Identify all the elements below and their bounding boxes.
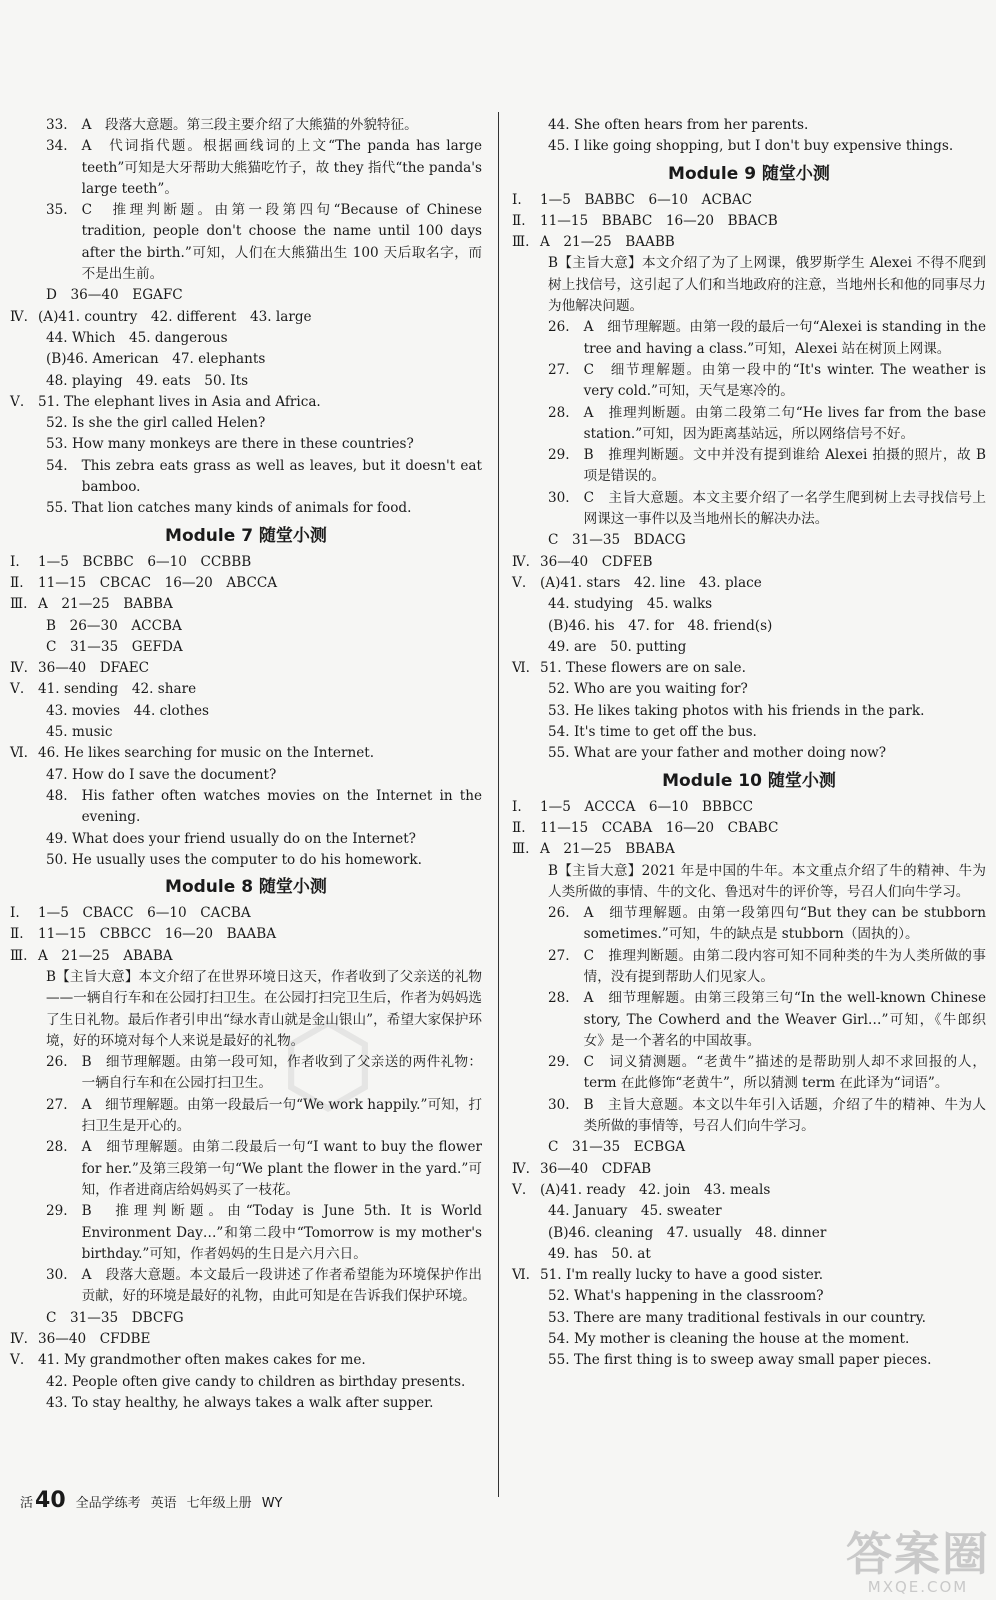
answer-text: A 代词指代题。根据画线词的上文“The panda has large teeth”可知是大牙帮助大熊猫吃竹子，故 they 指代“the panda's large teeth”。 — [81, 138, 482, 197]
subsection-line: B 26—30 ACCBA — [46, 617, 182, 634]
answer-text: B 细节理解题。由第一段可知，作者收到了父亲送的两件礼物：一辆自行车和在公园打扫卫生。 — [81, 1054, 482, 1092]
answer-item — [10, 786, 482, 829]
section-line — [512, 818, 986, 839]
answer-text: 11—15 CBBCC 16—20 BAABA — [38, 926, 277, 943]
section-numeral: Ⅳ. — [10, 308, 28, 325]
item-number: 28. — [548, 990, 570, 1007]
answer-item — [10, 1052, 482, 1095]
section-numeral: Ⅴ. — [10, 393, 25, 410]
answer-item — [512, 946, 986, 989]
answer-line: 45. music — [46, 724, 113, 741]
answer-text: A 细节理解题。由第一段最后一句“We work happily.”可知，打扫卫生是开心的。 — [81, 1096, 482, 1135]
answer-line: 44. She often hears from her parents. — [548, 117, 809, 133]
section-line — [512, 1159, 986, 1180]
section-line — [10, 307, 482, 328]
subsection-line: C 31—35 DBCFG — [46, 1309, 184, 1326]
answer-text: 11—15 CCABA 16—20 CBABC — [540, 819, 779, 836]
answer-text: B 主旨大意题。本文以牛年引入话题，介绍了牛的精神、牛为人类所做的事情等，号召人们向牛学习。 — [583, 1096, 986, 1135]
answer-text: C 推理判断题。由第一段第四句“Because of Chinese tradition, people don't choose the name until 100 days after the birth.”可知，人们在大熊猫出生 100 天后取名字，而不是出生前。 — [81, 202, 482, 283]
section-line — [512, 211, 986, 232]
item-number: 35. — [46, 202, 68, 219]
subject: 英语 — [150, 1496, 177, 1511]
right-column — [512, 115, 986, 1372]
item-number: 28. — [548, 404, 570, 421]
book-name: 全品学练考 — [75, 1496, 141, 1511]
answer-text: A 细节理解题。由第二段最后一句“I want to buy the flower for her.”及第三段第一句“We plant the flower in the yard.”可知，作者进商店给妈妈买了一枝花。 — [81, 1139, 482, 1198]
answer-item — [512, 317, 986, 360]
answer-item — [512, 1052, 986, 1095]
item-number: 27. — [548, 947, 570, 964]
answer-line: 52. Is she the girl called Helen? — [46, 415, 266, 432]
answer-text: (A)41. ready 42. join 43. meals — [540, 1181, 771, 1198]
module-heading: Module 7 随堂小测 — [165, 525, 327, 546]
answer-item — [512, 1095, 986, 1138]
section-numeral: Ⅲ. — [512, 234, 530, 251]
section-numeral: Ⅰ. — [10, 553, 20, 570]
section-numeral: Ⅵ. — [10, 745, 28, 762]
watermark-title: 答案圈 — [846, 1527, 990, 1581]
item-number: 29. — [548, 447, 570, 464]
answer-line: 43. movies 44. clothes — [46, 702, 209, 719]
answer-text: B 推理判断题。文中并没有提到谁给 Alexei 拍摄的照片，故 B 项是错误的。 — [583, 447, 986, 485]
section-line — [10, 946, 482, 967]
answer-line: 52. What's happening in the classroom? — [548, 1288, 824, 1305]
answer-line: 44. studying 45. walks — [548, 596, 713, 613]
answer-text: This zebra eats grass as well as leaves, but it doesn't eat bamboo. — [81, 457, 482, 496]
section-numeral: Ⅳ. — [512, 553, 530, 570]
module-heading: Module 10 随堂小测 — [662, 770, 836, 791]
section-numeral: Ⅲ. — [10, 947, 28, 964]
subsection-line: C 31—35 BDACG — [548, 532, 686, 549]
answer-line: 49. has 50. at — [548, 1245, 651, 1262]
answer-text: 1—5 CBACC 6—10 CACBA — [38, 905, 251, 922]
answer-line: 53. How many monkeys are there in these countries? — [46, 436, 414, 453]
answer-line: 43. To stay healthy, he always takes a walk after supper. — [46, 1394, 434, 1411]
answer-text: 36—40 CFDBE — [38, 1331, 151, 1348]
answer-item — [10, 115, 482, 136]
summary-paragraph: B【主旨大意】2021 年是中国的牛年。本文重点介绍了牛的精神、牛为人类所做的事情、牛的文化、鲁迅对牛的评价等，号召人们向牛学习。 — [548, 862, 986, 900]
subsection-line: C 31—35 ECBGA — [548, 1139, 686, 1156]
section-numeral: Ⅲ. — [10, 596, 28, 613]
answer-line: (B)46. his 47. for 48. friend(s) — [548, 617, 773, 634]
answer-text: A 细节理解题。由第三段第三句“In the well-known Chinese story, The Cowherd and the Weaver Girl…”可知，《牛郎织女》是一个著名的中国故事。 — [583, 990, 986, 1049]
answer-text: 1—5 BCBBC 6—10 CCBBB — [38, 553, 252, 570]
item-number: 30. — [548, 489, 570, 506]
item-number: 29. — [46, 1203, 68, 1220]
answer-text: C 推理判断题。由第二段内容可知不同种类的牛为人类所做的事情，没有提到帮助人们见家人。 — [583, 947, 986, 985]
item-number: 34. — [46, 138, 68, 155]
left-column — [10, 115, 482, 1414]
page-footer — [20, 1488, 282, 1513]
item-number: 29. — [548, 1054, 570, 1071]
answer-line: 49. are 50. putting — [548, 638, 687, 655]
answer-line: 53. There are many traditional festivals in our country. — [548, 1309, 926, 1326]
section-numeral: Ⅴ. — [512, 1181, 527, 1198]
section-line — [10, 573, 482, 594]
section-line — [512, 1265, 986, 1286]
item-number: 26. — [46, 1054, 68, 1071]
section-line — [10, 594, 482, 615]
answer-item — [10, 456, 482, 499]
answer-item — [512, 488, 986, 531]
section-numeral: Ⅴ. — [10, 681, 25, 698]
answer-text: 36—40 DFAEC — [38, 660, 150, 677]
section-numeral: Ⅴ. — [10, 1352, 25, 1369]
answer-text: (A)41. stars 42. line 43. place — [540, 574, 762, 591]
module-heading: Module 8 随堂小测 — [165, 877, 327, 898]
section-numeral: Ⅵ. — [512, 1267, 530, 1284]
answer-line: 44. January 45. sweater — [548, 1203, 722, 1220]
answer-text: 51. The elephant lives in Asia and Africa. — [38, 393, 321, 410]
answer-item — [10, 1201, 482, 1265]
answer-text: A 21—25 BABBA — [38, 596, 173, 613]
section-line — [512, 573, 986, 594]
answer-text: (A)41. country 42. different 43. large — [38, 308, 312, 325]
answer-text: C 细节理解题。由第一段中的“It's winter. The weather is very cold.”可知，天气是寒冷的。 — [583, 361, 986, 400]
answer-text: 36—40 CDFAB — [540, 1160, 652, 1177]
item-number: 28. — [46, 1139, 68, 1156]
answer-line: 47. How do I save the document? — [46, 766, 277, 783]
module-heading: Module 9 随堂小测 — [668, 163, 830, 184]
answer-line: 52. Who are you waiting for? — [548, 681, 748, 698]
section-line — [512, 190, 986, 211]
section-line — [512, 232, 986, 253]
section-numeral: Ⅲ. — [512, 841, 530, 858]
watermark-url: MXQE.COM — [867, 1578, 969, 1596]
answer-text: C 词义猜测题。“老黄牛”描述的是帮助别人却不求回报的人，term 在此修饰“老黄牛”，所以猜测 term 在此译为“词语”。 — [583, 1054, 986, 1092]
answer-item — [10, 1095, 482, 1138]
section-numeral: Ⅳ. — [10, 660, 28, 677]
section-line — [512, 1180, 986, 1201]
page-number: 活40 — [20, 1488, 66, 1513]
answer-text: 11—15 BBABC 16—20 BBACB — [540, 212, 778, 229]
section-numeral: Ⅴ. — [512, 574, 527, 591]
summary-paragraph: B【主旨大意】本文介绍了在世界环境日这天，作者收到了父亲送的礼物——一辆自行车和在公园打扫卫生。在公园打扫完卫生后，作者为妈妈选了生日礼物。最后作者引申出“绿水青山就是金山银山”，希望大家保护环境，好的环境对每个人来说是最好的礼物。 — [46, 968, 482, 1049]
section-line — [512, 797, 986, 818]
subsection-line: D 36—40 EGAFC — [46, 287, 183, 304]
item-number: 30. — [46, 1267, 68, 1284]
subsection-line: C 31—35 GEFDA — [46, 638, 183, 655]
answer-line: 45. I like going shopping, but I don't buy expensive things. — [548, 138, 954, 155]
answer-item — [512, 360, 986, 403]
answer-item — [10, 200, 482, 285]
answer-line: 50. He usually uses the computer to do his homework. — [46, 851, 422, 868]
answer-text: 1—5 BABBC 6—10 ACBAC — [540, 191, 753, 208]
answer-line: 55. The first thing is to sweep away small paper pieces. — [548, 1352, 932, 1369]
answer-line: 53. He likes taking photos with his friends in the park. — [548, 702, 925, 719]
answer-text: A 细节理解题。由第一段的最后一句“Alexei is standing in the tree and having a class.”可知，Alexei 站在树顶上网课。 — [583, 319, 986, 357]
answer-text: 1—5 ACCCA 6—10 BBBCC — [540, 798, 754, 815]
answer-text: A 21—25 BBABA — [540, 841, 675, 858]
answer-text: A 段落大意题。本文最后一段讲述了作者希望能为环境保护作出贡献，好的环境是最好的礼物，由此可知是在告诉我们保护环境。 — [81, 1267, 482, 1305]
answer-text: 41. sending 42. share — [38, 681, 197, 698]
answer-line: 55. What are your father and mother doing now? — [548, 745, 887, 762]
answer-item — [512, 445, 986, 488]
section-line — [10, 743, 482, 764]
section-line — [10, 552, 482, 573]
answer-line: 44. Which 45. dangerous — [46, 329, 228, 346]
item-number: 27. — [46, 1096, 68, 1113]
answer-line: (B)46. American 47. elephants — [46, 351, 266, 368]
answer-text: 41. My grandmother often makes cakes for me. — [38, 1352, 366, 1369]
answer-line: 48. playing 49. eats 50. Its — [46, 372, 249, 389]
item-number: 26. — [548, 905, 570, 922]
section-numeral: Ⅰ. — [10, 905, 20, 922]
section-line — [10, 679, 482, 700]
answer-line: 42. People often give candy to children as birthday presents. — [46, 1373, 466, 1390]
item-number: 30. — [548, 1096, 570, 1113]
section-line — [10, 903, 482, 924]
item-number: 48. — [46, 787, 68, 804]
edition: WY — [261, 1496, 283, 1511]
section-line — [512, 839, 986, 860]
section-numeral: Ⅳ. — [512, 1160, 530, 1177]
section-numeral: Ⅱ. — [512, 212, 526, 229]
answer-text: 11—15 CBCAC 16—20 ABCCA — [38, 574, 278, 591]
section-numeral: Ⅰ. — [512, 798, 522, 815]
item-number: 26. — [548, 319, 570, 336]
answer-text: A 21—25 BAABB — [540, 234, 675, 251]
answer-line: 54. It's time to get off the bus. — [548, 724, 757, 741]
section-line — [10, 658, 482, 679]
answer-item — [10, 1265, 482, 1308]
section-numeral: Ⅱ. — [512, 819, 526, 836]
answer-text: A 细节理解题。由第一段第四句“But they can be stubborn sometimes.”可知，牛的缺点是 stubborn（固执的）。 — [583, 905, 986, 943]
item-number: 33. — [46, 117, 68, 133]
item-number: 27. — [548, 361, 570, 378]
section-line — [10, 924, 482, 945]
section-line — [512, 552, 986, 573]
answer-item — [512, 903, 986, 946]
answer-line: 55. That lion catches many kinds of animals for food. — [46, 500, 412, 517]
section-numeral: Ⅵ. — [512, 660, 530, 677]
answer-line: 54. My mother is cleaning the house at the moment. — [548, 1331, 910, 1348]
answer-text: 51. These flowers are on sale. — [540, 660, 746, 677]
answer-text: A 段落大意题。第三段主要介绍了大熊猫的外貌特征。 — [81, 117, 418, 133]
summary-paragraph: B【主旨大意】本文介绍了为了上网课，俄罗斯学生 Alexei 不得不爬到树上找信号，这引起了人们和当地政府的注意，当地州长和他的同事尽力为他解决问题。 — [548, 255, 986, 315]
answer-text: C 主旨大意题。本文主要介绍了一名学生爬到树上去寻找信号上网课这一事件以及当地州长的解决办法。 — [583, 489, 986, 528]
answer-item — [512, 988, 986, 1052]
answer-text: 36—40 CDFEB — [540, 553, 653, 570]
answer-text: 51. I'm really lucky to have a good sister. — [540, 1267, 824, 1284]
column-divider — [498, 112, 499, 1497]
section-line — [10, 1350, 482, 1371]
answer-line: (B)46. cleaning 47. usually 48. dinner — [548, 1224, 827, 1241]
answer-text: A 21—25 ABABA — [38, 947, 173, 964]
background-stamp: ⬡ — [280, 1000, 377, 1128]
section-line — [512, 658, 986, 679]
answer-text: A 推理判断题。由第二段第二句“He lives far from the base station.”可知，因为距离基站远，所以网络信号不好。 — [583, 404, 986, 442]
section-line — [10, 392, 482, 413]
section-numeral: Ⅳ. — [10, 1331, 28, 1348]
item-number: 54. — [46, 457, 68, 474]
watermark-logo — [846, 1527, 990, 1596]
answer-line: 49. What does your friend usually do on the Internet? — [46, 830, 416, 847]
answer-item — [10, 1137, 482, 1201]
section-numeral: Ⅰ. — [512, 191, 522, 208]
answer-text: B 推理判断题。由“Today is June 5th. It is World Environment Day…”和第二段中“Tomorrow is my mother's birthday.”可知，作者妈妈的生日是六月六日。 — [81, 1203, 482, 1262]
section-numeral: Ⅱ. — [10, 926, 24, 943]
grade: 七年级上册 — [186, 1496, 252, 1511]
answer-text: 46. He likes searching for music on the Internet. — [38, 745, 375, 762]
section-numeral: Ⅱ. — [10, 574, 24, 591]
section-line — [10, 1329, 482, 1350]
answer-text: His father often watches movies on the Internet in the evening. — [81, 787, 482, 826]
answer-item — [10, 136, 482, 200]
answer-item — [512, 403, 986, 446]
